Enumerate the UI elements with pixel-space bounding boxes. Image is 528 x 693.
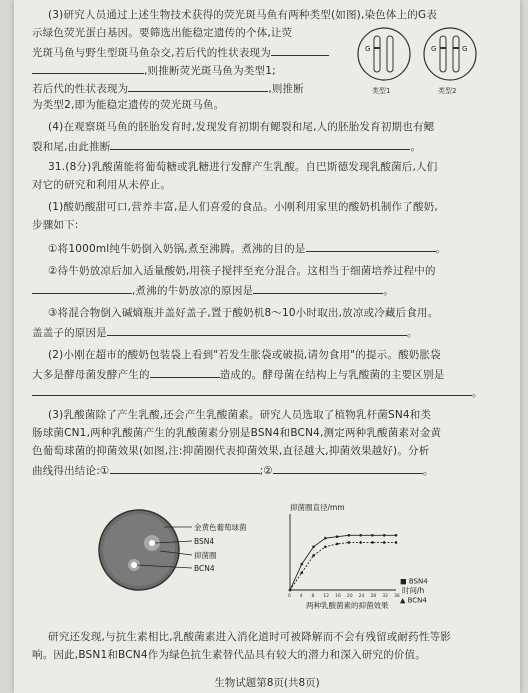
q3-line4: ,则推断荧光斑马鱼为类型1; — [32, 62, 276, 78]
answer-blank[interactable] — [128, 80, 268, 92]
data-point-BCN4 — [336, 543, 339, 546]
q3-line1: (3)研究人员通过上述生物技术获得的荧光斑马鱼有两种类型(如图),染色体上的G表 — [48, 9, 438, 21]
svg-text:G: G — [365, 45, 371, 53]
step3-line2: 盖盖子的原因是 。 — [32, 324, 418, 340]
q31-2-line1: (2)小刚在超市的酸奶包装袋上看到"若发生胀袋或破损,请勿食用"的提示。酸奶胀袋 — [48, 349, 441, 361]
dish-label-staph: 金黄色葡萄球菌 — [194, 523, 247, 532]
inhibition-chart — [276, 500, 456, 619]
q31-3-line4: 曲线得出结论:① ;② 。 — [32, 462, 434, 478]
end-line1: 研究还发现,与抗生素相比,乳酸菌素进入消化道时可被降解而不会有残留或耐药性等影 — [48, 631, 451, 643]
data-point-BSN4 — [371, 534, 374, 537]
exam-page — [14, 0, 520, 693]
x-tick-label: 24 — [358, 594, 365, 599]
chromosome-type1-figure — [354, 24, 414, 84]
type2-caption: 类型2 — [438, 87, 457, 95]
dish-label-zone: 抑菌圈 — [194, 551, 217, 560]
petri-dish-figure — [94, 505, 274, 599]
chart-title: 两种乳酸菌素的抑菌效果 — [306, 601, 389, 610]
type1-caption: 类型1 — [372, 87, 391, 95]
data-point-BSN4 — [383, 534, 386, 537]
answer-blank[interactable] — [273, 462, 423, 474]
data-point-BCN4 — [289, 589, 292, 592]
data-point-BSN4 — [359, 534, 362, 537]
dish-label-bcn4: BCN4 — [194, 564, 215, 573]
step2-line2: ,煮沸的牛奶放凉的原因是 。 — [32, 282, 394, 298]
data-point-BCN4 — [324, 546, 327, 549]
q31-2-line2: 大多是酵母菌发酵产生的 造成的。酵母菌在结构上与乳酸菌的主要区别是 — [32, 366, 444, 382]
data-point-BCN4 — [371, 541, 374, 544]
q4-line2: 裂和尾,由此推断 。 — [32, 138, 421, 154]
data-point-BSN4 — [336, 535, 339, 538]
x-tick-label: 20 — [346, 594, 353, 599]
q31-line3: (1)酸奶酸甜可口,营养丰富,是人们喜爱的食品。小刚利用家里的酸奶机制作了酸奶, — [48, 201, 438, 213]
data-point-BSN4 — [300, 563, 303, 566]
data-point-BCN4 — [359, 541, 362, 544]
chromosome-type2-figure — [420, 24, 480, 84]
answer-blank[interactable] — [32, 282, 132, 294]
dish-label-bsn4: BSN4 — [194, 537, 215, 546]
data-point-BSN4 — [324, 537, 327, 540]
step3-line1: ③将混合物倒入碱熵瓶并盖好盖子,置于酸奶机8～10小时取出,放凉或冷藏后食用。 — [48, 307, 439, 319]
data-point-BSN4 — [312, 546, 315, 549]
q31-line1: 31.(8分)乳酸菌能将葡萄糖或乳糖进行发酵产生乳酸。自巴斯德发现乳酸菌后,人们 — [48, 161, 438, 173]
data-point-BCN4 — [300, 571, 303, 574]
q4-line1: (4)在观察斑马鱼的胚胎发育时,发现发育初期有鳃裂和尾,人的胚胎发育初期也有鳃 — [48, 121, 435, 133]
x-tick-label: 12 — [323, 594, 330, 599]
q31-line2: 对它的研究和利用从未停止。 — [32, 179, 172, 191]
chart-xlabel: 时间/h — [402, 586, 425, 595]
q3-line5: 若后代的性状表现为 ,则推断 — [32, 80, 304, 96]
q3-line6: 为类型2,即为能稳定遗传的荧光斑马鱼。 — [32, 99, 225, 111]
data-point-BCN4 — [395, 541, 398, 544]
q31-line4: 步骤如下: — [32, 219, 79, 231]
series-line-BCN4 — [290, 542, 396, 590]
q3-line3: 光斑马鱼与野生型斑马鱼杂交,若后代的性状表现为 — [32, 44, 329, 60]
answer-blank[interactable] — [32, 384, 472, 396]
answer-blank[interactable] — [253, 282, 383, 294]
answer-blank[interactable] — [110, 462, 260, 474]
data-point-BSN4 — [395, 534, 398, 537]
answer-blank[interactable] — [271, 44, 329, 56]
q31-3-line1: (3)乳酸菌除了产生乳酸,还会产生乳酸菌素。研究人员选取了植物乳杆菌SN4和类 — [48, 409, 432, 421]
step1-line: ①将1000ml纯牛奶倒入奶锅,煮至沸腾。煮沸的目的是 。 — [48, 240, 446, 256]
x-tick-label: 32 — [382, 594, 388, 599]
legend-BSN4: ■ BSN4 — [400, 577, 428, 586]
q3-line2: 示绿色荧光蛋白基因。要筛选出能稳定遗传的个体,让荧 — [32, 27, 293, 39]
x-tick-label: 28 — [370, 594, 377, 599]
q31-3-line2: 肠球菌CN1,两种乳酸菌产生的乳酸菌素分别是BSN4和BCN4,测定两种乳酸菌素对金黄 — [32, 427, 442, 439]
answer-blank[interactable] — [32, 62, 144, 74]
answer-blank[interactable] — [306, 240, 436, 252]
answer-blank[interactable] — [150, 366, 220, 378]
svg-text:G: G — [462, 45, 468, 53]
x-tick-label: 8 — [311, 594, 315, 599]
svg-text:G: G — [431, 45, 437, 53]
q31-2-line3: 。 — [32, 384, 483, 400]
step2-line1: ②待牛奶放凉后加入适量酸奶,用筷子搅拌至充分混合。这相当于细菌培养过程中的 — [48, 265, 436, 277]
data-point-BCN4 — [348, 541, 351, 544]
x-tick-label: 16 — [335, 594, 341, 599]
answer-blank[interactable] — [110, 138, 410, 150]
answer-blank[interactable] — [107, 324, 407, 336]
x-tick-label: 4 — [299, 594, 303, 599]
end-line2: 响。因此,BSN1和BCN4作为绿色抗生素替代品具有较大的潜力和深入研究的价值。 — [32, 649, 426, 661]
legend-BCN4: ▲ BCN4 — [400, 596, 427, 605]
x-tick-label: 0 — [288, 594, 291, 599]
page-footer: 生物试题第8页(共8页) — [214, 677, 320, 689]
q31-3-line3: 色葡萄球菌的抑菌效果(如图,注:抑菌圈代表抑菌效果,直径越大,抑菌效果越好)。分析 — [32, 445, 430, 457]
data-point-BCN4 — [383, 541, 386, 544]
chart-ylabel: 抑菌圈直径/mm — [290, 503, 345, 512]
data-point-BSN4 — [348, 534, 351, 537]
data-point-BCN4 — [312, 554, 315, 557]
x-tick-label: 36 — [394, 594, 400, 599]
